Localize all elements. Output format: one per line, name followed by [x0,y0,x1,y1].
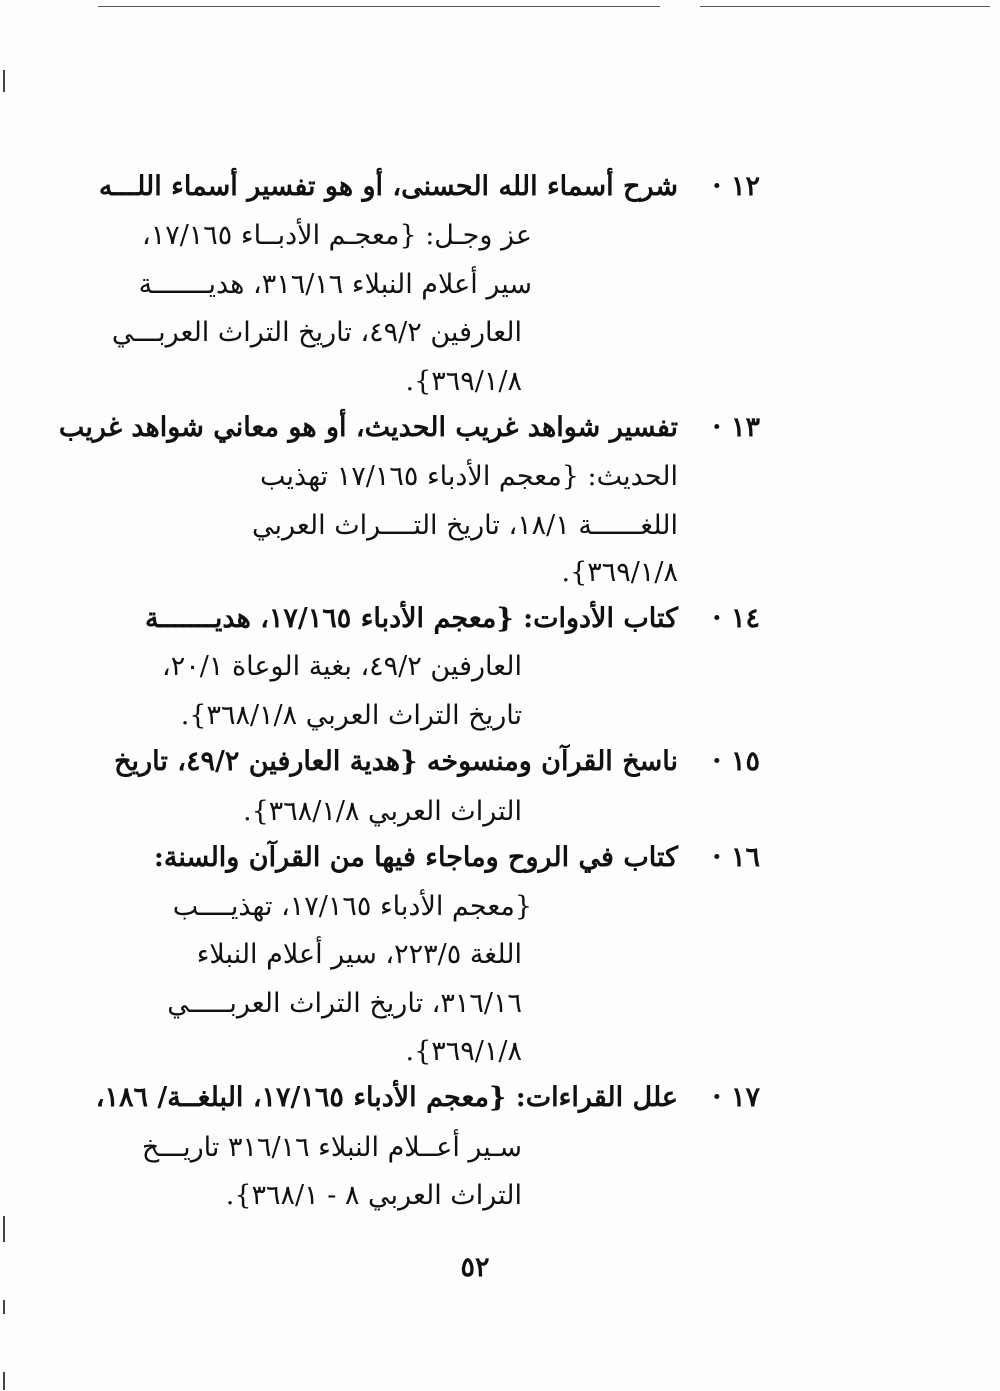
scan-edge-mark [3,70,5,92]
entry-number: ١٧ · [712,1082,760,1113]
entry-text-line: تاريخ التراث العربي ٣٦٨/١/٨}. [180,700,522,731]
entry-number: ١٥ · [712,746,760,777]
entry-text-line: الحديث: {معجم الأدباء ١٧/١٦٥ تهذيب [260,461,678,492]
scan-edge-mark [3,1300,5,1314]
entry-number: ١٣ · [712,412,760,443]
entry-text-line: ٣٦٩/١/٨}. [561,557,678,588]
entry-title-line: علل القراءات: {معجم الأدباء ١٧/١٦٥، البلغــة/ ١٨٦، [95,1082,678,1113]
top-rule-right [700,6,990,7]
entry-text-line: ٣٦٩/١/٨}. [405,1036,522,1067]
entry-title-line: كتاب الأدوات: {معجم الأدباء ١٧/١٦٥، هديـــــــة [145,603,678,634]
entry-text-line: ٣١٦/١٦، تاريخ التراث العربـــــي [167,988,522,1019]
entry-number: ١٢ · [712,171,760,202]
entry-title-line: ناسخ القرآن ومنسوخه {هدية العارفين ٤٩/٢، تاريخ [114,746,678,777]
entry-text-line: التراث العربي ٨ - ٣٦٨/١}. [225,1180,522,1211]
scan-edge-mark [3,1216,5,1242]
entry-title-line: تفسير شواهد غريب الحديث، أو هو معاني شواهد غريب [58,412,678,443]
entry-title-line: شرح أسماء الله الحسنى، أو هو تفسير أسماء اللـــه [98,171,678,202]
entry-text-line: سـير أعــلام النبلاء ٣١٦/١٦ تاريـــخ [141,1132,522,1163]
entry-text-line: العارفين ٤٩/٢، تاريخ التراث العربـــي [111,317,522,348]
top-rule-left [98,6,660,7]
entry-text-line: عز وجـل: {معجـم الأدبــاء ١٧/١٦٥، [141,220,532,251]
entry-number: ١٦ · [712,842,760,873]
entry-text-line: سير أعلام النبلاء ٣١٦/١٦، هديـــــــة [138,269,532,300]
entry-text-line: ٣٦٩/١/٨}. [405,366,522,397]
entry-text-line: اللغــــــة ١٨/١، تاريخ التــــراث العربي [251,510,678,541]
entry-number: ١٤ · [712,603,760,634]
entry-text-line: {معجم الأدباء ١٧/١٦٥، تهذيــــب [172,891,532,922]
entry-text-line: اللغة ٢٢٣/٥، سير أعلام النبلاء [196,939,522,970]
entry-title-line: كتاب في الروح وماجاء فيها من القرآن والسنة: [153,842,678,873]
entry-text-line: التراث العربي ٣٦٨/١/٨}. [243,796,522,827]
page-number: ٥٢ [460,1252,490,1283]
scan-edge-mark [3,1372,5,1390]
entry-text-line: العارفين ٤٩/٢، بغية الوعاة ٢٠/١، [162,651,522,682]
